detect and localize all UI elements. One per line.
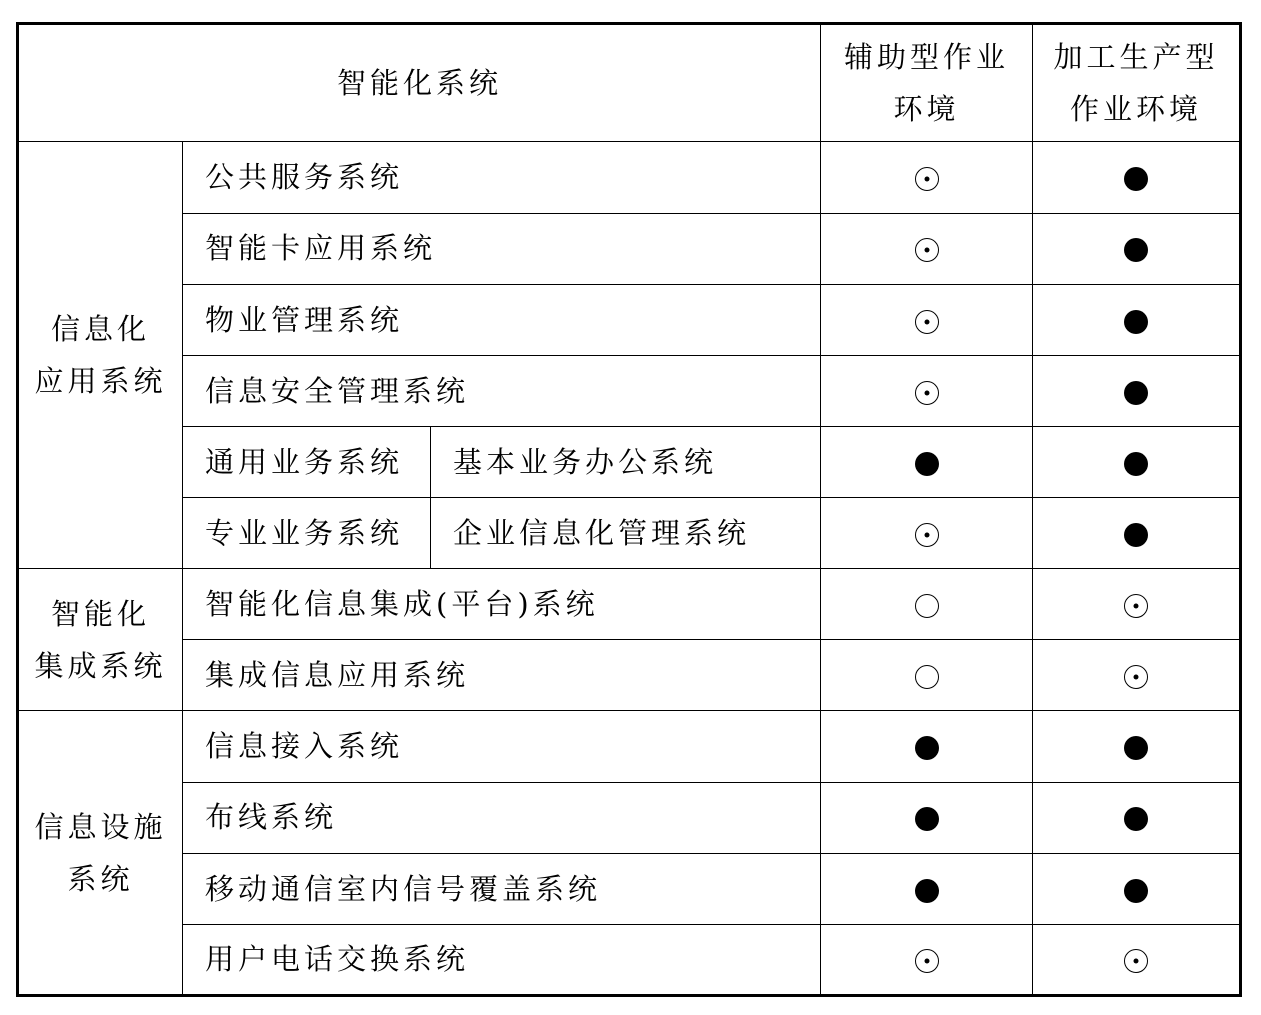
filled-circle-icon [915, 736, 939, 760]
cell-col-a [821, 711, 1033, 782]
row-label: 布线系统 [183, 782, 821, 853]
cell-col-b [1033, 640, 1241, 711]
dotted-circle-icon [1124, 665, 1148, 689]
filled-circle-icon [915, 807, 939, 831]
row-label: 信息安全管理系统 [183, 355, 821, 426]
filled-circle-icon [915, 452, 939, 476]
table-row [18, 640, 1241, 711]
cell-col-a [821, 498, 1033, 569]
group-cell-facilities [18, 711, 183, 996]
filled-circle-icon [1124, 167, 1148, 191]
row-label: 信息接入系统 [183, 711, 821, 782]
group-label-line2: 集成系统 [34, 648, 167, 683]
dotted-circle-icon [915, 310, 939, 334]
filled-circle-icon [1124, 879, 1148, 903]
row-label: 智能化信息集成(平台)系统 [183, 569, 821, 640]
row-sublabel: 企业信息化管理系统 [431, 498, 821, 569]
row-label: 公共服务系统 [183, 142, 821, 213]
dotted-circle-icon [915, 238, 939, 262]
table-row [18, 853, 1241, 924]
dotted-circle-icon [1124, 949, 1148, 973]
filled-circle-icon [1124, 736, 1148, 760]
header-system-label: 智能化系统 [336, 66, 502, 101]
cell-col-b [1033, 569, 1241, 640]
table-row [18, 355, 1241, 426]
group-cell-info-application [18, 142, 183, 569]
table-row [18, 213, 1241, 284]
cell-col-b [1033, 355, 1241, 426]
header-col-b-line1: 加工生产型 [1053, 40, 1219, 74]
header-col-b-line2: 作业环境 [1069, 92, 1202, 127]
table-row [18, 498, 1241, 569]
filled-circle-icon [1124, 523, 1148, 547]
cell-col-a [821, 355, 1033, 426]
header-col-a-line2: 环境 [893, 92, 960, 127]
filled-circle-icon [1124, 381, 1148, 405]
row-label: 通用业务系统 [183, 426, 431, 497]
cell-col-b [1033, 498, 1241, 569]
header-col-a-line1: 辅助型作业 [843, 40, 1009, 74]
filled-circle-icon [915, 879, 939, 903]
table-row [18, 569, 1241, 640]
cell-col-a [821, 853, 1033, 924]
dotted-circle-icon [915, 167, 939, 191]
row-label: 智能卡应用系统 [183, 213, 821, 284]
cell-col-a [821, 924, 1033, 995]
group-label-line1: 信息设施 [34, 809, 167, 844]
group-label-line2: 系统 [67, 861, 134, 896]
dotted-circle-icon [1124, 594, 1148, 618]
cell-col-b [1033, 213, 1241, 284]
filled-circle-icon [1124, 807, 1148, 831]
row-sublabel: 基本业务办公系统 [431, 426, 821, 497]
cell-col-a [821, 142, 1033, 213]
cell-col-a [821, 640, 1033, 711]
cell-col-a [821, 213, 1033, 284]
table-row [18, 711, 1241, 782]
group-label-line2: 应用系统 [34, 364, 167, 399]
header-row [18, 24, 1241, 142]
group-label-line1: 信息化 [50, 312, 150, 347]
row-label: 用户电话交换系统 [183, 924, 821, 995]
group-cell-integration [18, 569, 183, 711]
cell-col-b [1033, 782, 1241, 853]
header-col-a [821, 24, 1033, 142]
dotted-circle-icon [915, 949, 939, 973]
row-label: 集成信息应用系统 [183, 640, 821, 711]
empty-circle-icon [915, 594, 939, 618]
table-row [18, 142, 1241, 213]
cell-col-a [821, 426, 1033, 497]
cell-col-a [821, 569, 1033, 640]
dotted-circle-icon [915, 381, 939, 405]
cell-col-b [1033, 853, 1241, 924]
table-row [18, 782, 1241, 853]
filled-circle-icon [1124, 310, 1148, 334]
cell-col-b [1033, 711, 1241, 782]
row-label: 移动通信室内信号覆盖系统 [183, 853, 821, 924]
table-row [18, 426, 1241, 497]
dotted-circle-icon [915, 523, 939, 547]
empty-circle-icon [915, 665, 939, 689]
cell-col-b [1033, 426, 1241, 497]
cell-col-b [1033, 142, 1241, 213]
row-label: 物业管理系统 [183, 284, 821, 355]
header-system [18, 24, 821, 142]
group-label-line1: 智能化 [50, 596, 150, 631]
cell-col-b [1033, 284, 1241, 355]
table-row [18, 924, 1241, 995]
cell-col-b [1033, 924, 1241, 995]
row-label: 专业业务系统 [183, 498, 431, 569]
cell-col-a [821, 782, 1033, 853]
filled-circle-icon [1124, 452, 1148, 476]
cell-col-a [821, 284, 1033, 355]
system-requirements-table [16, 22, 1242, 997]
header-col-b [1033, 24, 1241, 142]
table-row [18, 284, 1241, 355]
filled-circle-icon [1124, 238, 1148, 262]
